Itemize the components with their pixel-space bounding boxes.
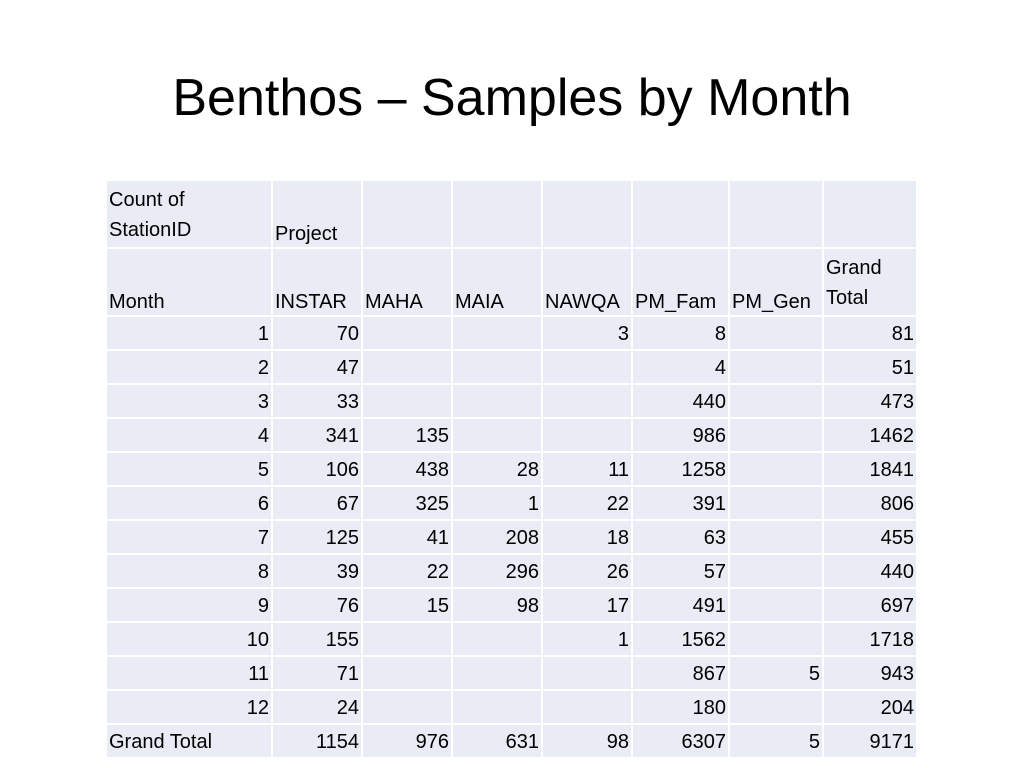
table-cell: 296 (452, 554, 542, 588)
table-row (106, 520, 917, 554)
table-cell (452, 656, 542, 690)
grand-total-cell: 631 (452, 724, 542, 758)
table-cell (729, 588, 823, 622)
table-cell: 455 (823, 520, 917, 554)
table-cell: 391 (632, 486, 729, 520)
table-cell: 135 (362, 418, 452, 452)
table-cell: 33 (272, 384, 362, 418)
table-row (106, 418, 917, 452)
month-cell: 4 (106, 418, 272, 452)
table-cell: 697 (823, 588, 917, 622)
table-row (106, 486, 917, 520)
grand-total-cell: 6307 (632, 724, 729, 758)
header-row-columns (106, 248, 917, 316)
table-cell: 17 (542, 588, 632, 622)
table-cell (452, 690, 542, 724)
table-cell (729, 452, 823, 486)
table-cell: 67 (272, 486, 362, 520)
table-cell (542, 384, 632, 418)
table-cell: 440 (632, 384, 729, 418)
month-cell: 9 (106, 588, 272, 622)
table-cell: 47 (272, 350, 362, 384)
table-cell (542, 656, 632, 690)
grand-total-row (106, 724, 917, 758)
table-cell: 76 (272, 588, 362, 622)
month-cell: 11 (106, 656, 272, 690)
table-cell: 71 (272, 656, 362, 690)
month-cell: 1 (106, 316, 272, 350)
month-cell: 7 (106, 520, 272, 554)
table-cell: 1462 (823, 418, 917, 452)
table-cell (729, 316, 823, 350)
grand-total-cell: 1154 (272, 724, 362, 758)
table-cell: 1258 (632, 452, 729, 486)
table-cell: 98 (452, 588, 542, 622)
table-cell (362, 384, 452, 418)
table-cell: 63 (632, 520, 729, 554)
table-cell (452, 316, 542, 350)
grand-total-cell: 98 (542, 724, 632, 758)
table-cell: 491 (632, 588, 729, 622)
header-row-top (106, 180, 917, 248)
table-cell: 8 (632, 316, 729, 350)
table-cell: 18 (542, 520, 632, 554)
table-row (106, 588, 917, 622)
table-cell (452, 622, 542, 656)
table-cell: 81 (823, 316, 917, 350)
table-cell (729, 384, 823, 418)
table-cell: 5 (729, 656, 823, 690)
table-cell: 1718 (823, 622, 917, 656)
table-cell (542, 350, 632, 384)
header-empty-cell (729, 180, 823, 248)
slide-title: Benthos – Samples by Month (172, 69, 852, 127)
header-empty-cell (632, 180, 729, 248)
table-cell: 867 (632, 656, 729, 690)
column-header-nawqa: NAWQA (542, 248, 632, 316)
table-cell (542, 690, 632, 724)
corner-label: Count of StationID (106, 180, 272, 248)
month-cell: 3 (106, 384, 272, 418)
table-cell: 51 (823, 350, 917, 384)
table-cell (452, 418, 542, 452)
table-cell: 26 (542, 554, 632, 588)
grand-total-cell: 5 (729, 724, 823, 758)
table-cell (362, 656, 452, 690)
month-cell: 5 (106, 452, 272, 486)
table-cell: 39 (272, 554, 362, 588)
table-cell: 180 (632, 690, 729, 724)
pivot-table (105, 179, 918, 759)
month-cell: 8 (106, 554, 272, 588)
column-field-label: Project (272, 180, 362, 248)
table-cell: 440 (823, 554, 917, 588)
table-cell: 986 (632, 418, 729, 452)
table-cell: 1 (452, 486, 542, 520)
table-cell: 1562 (632, 622, 729, 656)
table-cell: 208 (452, 520, 542, 554)
table-cell: 473 (823, 384, 917, 418)
grand-total-label: Grand Total (106, 724, 272, 758)
table-cell: 57 (632, 554, 729, 588)
month-cell: 10 (106, 622, 272, 656)
table-cell (729, 520, 823, 554)
table-cell: 155 (272, 622, 362, 656)
table-cell: 15 (362, 588, 452, 622)
table-cell: 943 (823, 656, 917, 690)
table-cell: 341 (272, 418, 362, 452)
table-row (106, 622, 917, 656)
table-cell (729, 350, 823, 384)
table-cell: 22 (542, 486, 632, 520)
column-header-instar: INSTAR (272, 248, 362, 316)
grand-total-cell: 9171 (823, 724, 917, 758)
table-cell: 70 (272, 316, 362, 350)
table-row (106, 656, 917, 690)
table-cell (729, 486, 823, 520)
table-cell: 1 (542, 622, 632, 656)
table-cell: 204 (823, 690, 917, 724)
table-cell: 41 (362, 520, 452, 554)
header-empty-cell (452, 180, 542, 248)
header-empty-cell (823, 180, 917, 248)
column-header-pm-gen: PM_Gen (729, 248, 823, 316)
table-cell: 24 (272, 690, 362, 724)
table-cell: 806 (823, 486, 917, 520)
table-cell: 125 (272, 520, 362, 554)
row-field-label: Month (106, 248, 272, 316)
header-empty-cell (542, 180, 632, 248)
table-cell: 1841 (823, 452, 917, 486)
table-cell (729, 690, 823, 724)
table-cell (452, 384, 542, 418)
table-row (106, 690, 917, 724)
table-cell: 28 (452, 452, 542, 486)
month-cell: 2 (106, 350, 272, 384)
table-cell: 438 (362, 452, 452, 486)
table-cell (362, 690, 452, 724)
table-row (106, 554, 917, 588)
table-cell (452, 350, 542, 384)
table-row (106, 350, 917, 384)
table-cell (729, 418, 823, 452)
table-cell (362, 316, 452, 350)
header-empty-cell (362, 180, 452, 248)
table-row (106, 452, 917, 486)
table-row (106, 316, 917, 350)
column-header-pm-fam: PM_Fam (632, 248, 729, 316)
table-cell (542, 418, 632, 452)
table-cell (729, 622, 823, 656)
table-row (106, 384, 917, 418)
month-cell: 6 (106, 486, 272, 520)
table-cell: 11 (542, 452, 632, 486)
table-cell (729, 554, 823, 588)
table-cell: 4 (632, 350, 729, 384)
month-cell: 12 (106, 690, 272, 724)
column-header-grand-total: Grand Total (823, 248, 917, 316)
table-cell: 22 (362, 554, 452, 588)
table-cell: 106 (272, 452, 362, 486)
column-header-maha: MAHA (362, 248, 452, 316)
table-cell: 325 (362, 486, 452, 520)
table-cell (362, 622, 452, 656)
column-header-maia: MAIA (452, 248, 542, 316)
table-cell (362, 350, 452, 384)
grand-total-cell: 976 (362, 724, 452, 758)
table-cell: 3 (542, 316, 632, 350)
